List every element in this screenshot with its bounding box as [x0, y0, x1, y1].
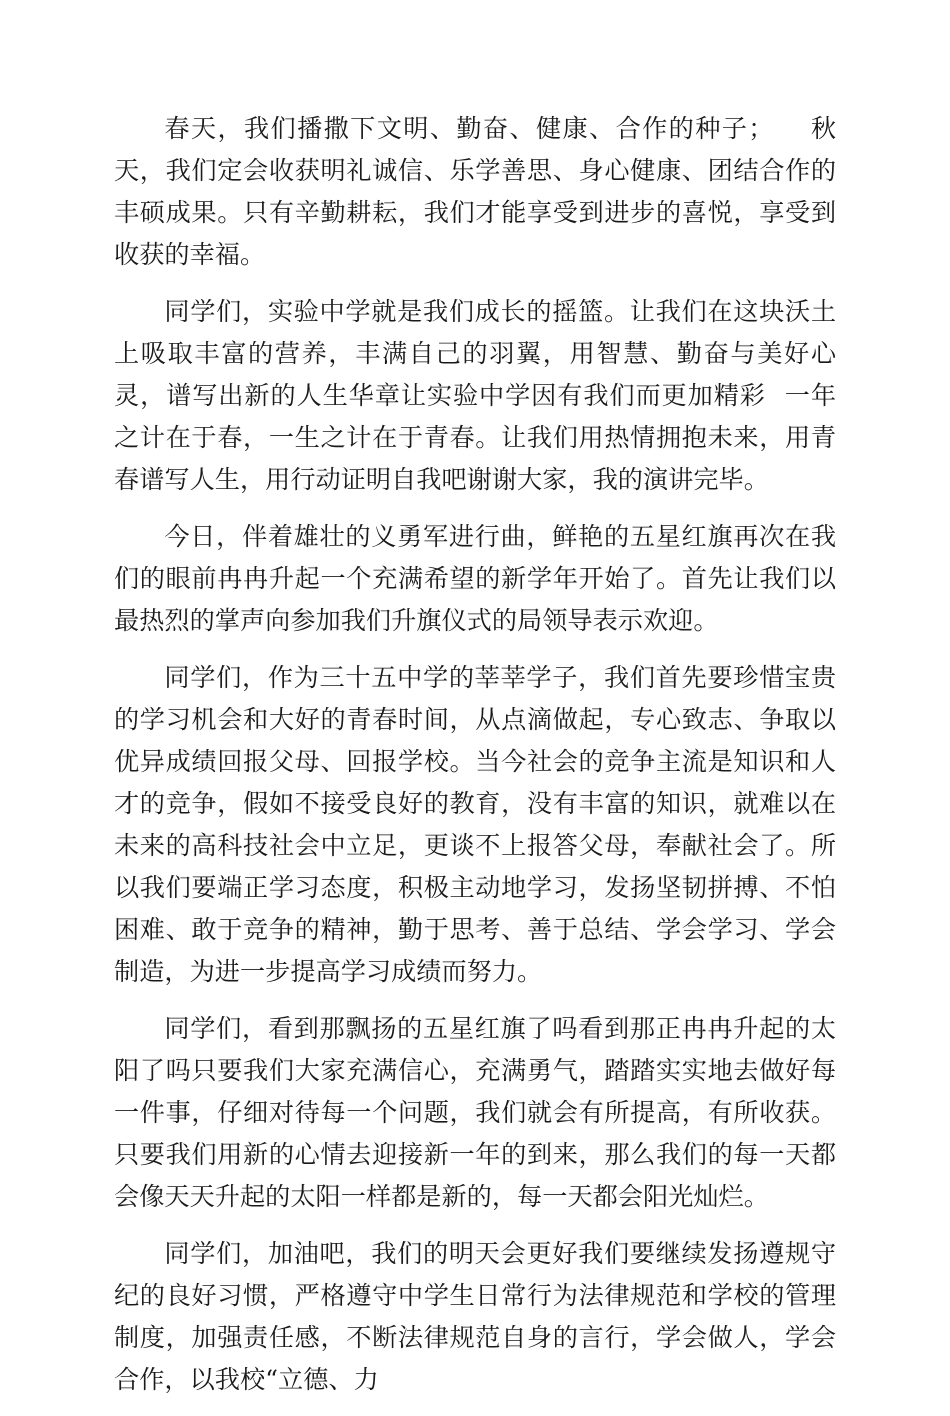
paragraph-flag-raising	[114, 516, 836, 642]
paragraph-spring-autumn	[114, 108, 836, 276]
document-body	[114, 108, 836, 1416]
paragraph-text: 同学们，作为三十五中学的莘莘学子，我们首先要珍惜宝贵的学习机会和大好的青春时间，从点滴做起，专心致志、争取以优异成绩回报父母、回报学校。当今社会的竞争主流是知识和人才的竞争，假如不接受良好的教育，没有丰富的知识，就难以在未来的高科技社会中立足，更谈不上报答父母，奉献社会了。所以我们要端正学习态度，积极主动地学习，发扬坚韧拼搏、不怕困难、敢于竞争的精神，勤于思考、善于总结、学会学习、学会制造，为进一步提高学习成绩而努力。	[114, 663, 836, 986]
paragraph-text: 同学们，看到那飘扬的五星红旗了吗看到那正冉冉升起的太阳了吗只要我们大家充满信心，充满勇气，踏踏实实地去做好每一件事，仔细对待每一个问题，我们就会有所提高，有所收获。只要我们用新的心情去迎接新一年的到来，那么我们的每一天都会像天天升起的太阳一样都是新的，每一天都会阳光灿烂。	[114, 1014, 836, 1211]
paragraph-keep-going	[114, 1233, 836, 1401]
paragraph-cherish-opportunity	[114, 657, 836, 993]
paragraph-experimental-school	[114, 291, 836, 501]
paragraph-text: 今日，伴着雄壮的义勇军进行曲，鲜艳的五星红旗再次在我们的眼前冉冉升起一个充满希望的新学年开始了。首先让我们以最热烈的掌声向参加我们升旗仪式的局领导表示欢迎。	[114, 522, 836, 635]
paragraph-rising-sun	[114, 1008, 836, 1218]
paragraph-text: 秋天，我们定会收获明礼诚信、乐学善思、身心健康、团结合作的丰硕成果。只有辛勤耕耘，我们才能享受到进步的喜悦，享受到收获的幸福。	[114, 114, 837, 269]
paragraph-text: 同学们，实验中学就是我们成长的摇篮。让我们在这块沃土上吸取丰富的营养，丰满自己的羽翼，用智慧、勤奋与美好心灵，谱写出新的人生华章让实验中学因有我们而更加精彩	[114, 297, 836, 410]
paragraph-text: 一年之计在于春，一生之计在于青春。让我们用热情拥抱未来，用青春谱写人生，用行动证明自我吧谢谢大家，我的演讲完毕。	[114, 381, 837, 494]
paragraph-text: 春天，我们播撒下文明、勤奋、健康、合作的种子；	[164, 114, 774, 143]
paragraph-text: 同学们，加油吧，我们的明天会更好我们要继续发扬遵规守纪的良好习惯，严格遵守中学生日常行为法律规范和学校的管理制度，加强责任感，不断法律规范自身的言行，学会做人，学会合作，以我校“立德、力	[114, 1239, 836, 1394]
